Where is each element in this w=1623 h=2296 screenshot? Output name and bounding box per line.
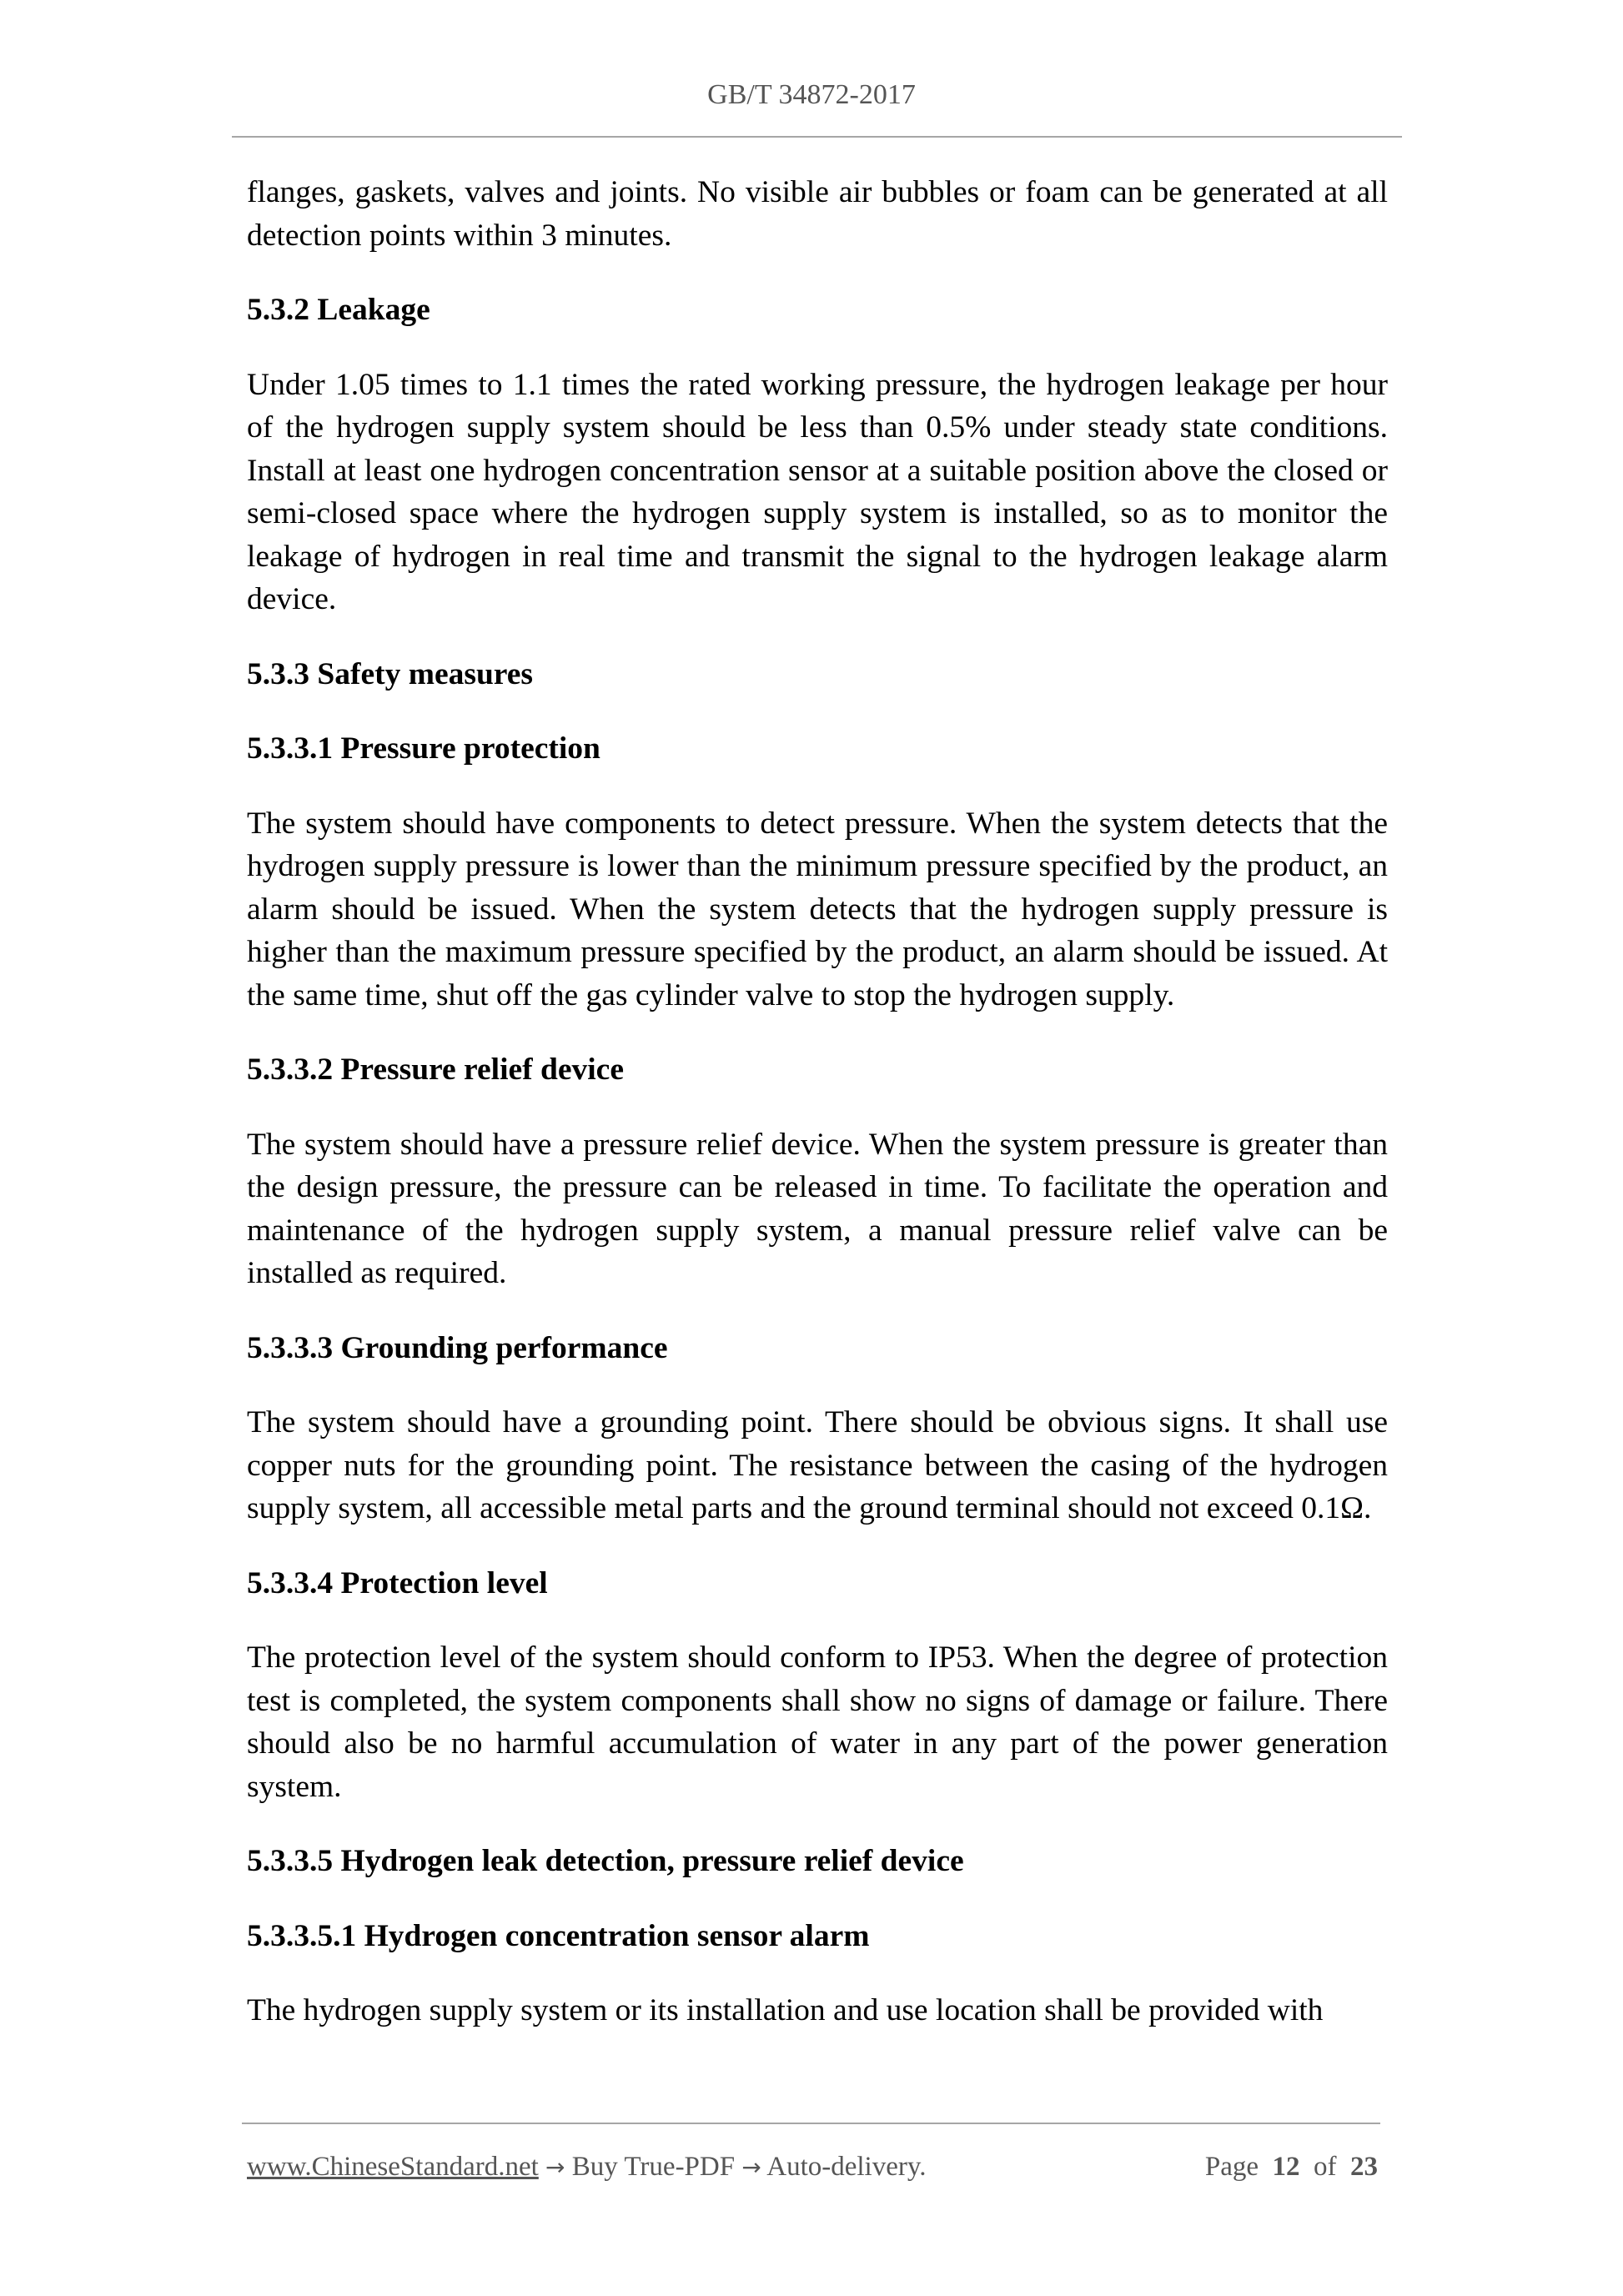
paragraph: flanges, gaskets, valves and joints. No visible air bubbles or foam can be generated at all detection points within 3 minutes. [247, 175, 1388, 253]
paragraph: The system should have components to detect pressure. When the system detects that the hydrogen supply pressure is lower than the minimum pressure specified by the product, an alarm should be issued. When the system detects that the hydrogen supply pressure is higher than the maximum pressure specified by the product, an alarm should be issued. At the same time, shut off the gas cylinder valve to stop the hydrogen supply. [247, 806, 1388, 1012]
page-indicator [1205, 2152, 1378, 2183]
section-heading: 5.3.3.2 Pressure relief device [247, 1053, 624, 1087]
section-heading: 5.3.3.3 Grounding performance [247, 1330, 668, 1365]
delivery-text: Auto-delivery. [766, 2152, 927, 2182]
paragraph: The system should have a grounding point. There should be obvious signs. It shall use copper nuts for the grounding point. The resistance between the casing of the hydrogen supply system, all accessible metal parts and the ground terminal should not exceed 0.1Ω. [247, 1405, 1388, 1525]
arrow-right-icon: → [741, 2153, 761, 2181]
website-link[interactable]: www.ChineseStandard.net [247, 2152, 539, 2182]
document-header: GB/T 34872-2017 [707, 79, 916, 110]
footer-divider [242, 2123, 1380, 2124]
paragraph: Under 1.05 times to 1.1 times the rated working pressure, the hydrogen leakage per hour of the hydrogen supply system should be less than 0.5% under steady state conditions. Install at least one hydrogen concentration sensor at a suitable position above the closed or semi-closed space where the hydrogen supply system is installed, so as to monitor the leakage of hydrogen in real time and transmit the signal to the hydrogen leakage alarm device. [247, 367, 1388, 616]
buy-text: Buy True-PDF [571, 2152, 736, 2182]
header-divider [232, 136, 1402, 138]
page-content [247, 171, 1388, 2064]
paragraph: The hydrogen supply system or its installation and use location shall be provided with [247, 1993, 1324, 2027]
page-footer [247, 2152, 1378, 2183]
footer-promo [247, 2152, 926, 2183]
section-heading: 5.3.3.5 Hydrogen leak detection, pressure relief device [247, 1844, 964, 1878]
section-heading: 5.3.3.1 Pressure protection [247, 731, 600, 766]
paragraph: The system should have a pressure relief device. When the system pressure is greater than the design pressure, the pressure can be released in time. To facilitate the operation and maintenance of the hydrogen supply system, a manual pressure relief valve can be installed as required. [247, 1127, 1388, 1290]
page-total: 23 [1350, 2152, 1378, 2182]
arrow-right-icon: → [545, 2153, 565, 2181]
section-heading: 5.3.3 Safety measures [247, 656, 534, 691]
section-heading: 5.3.3.5.1 Hydrogen concentration sensor alarm [247, 1918, 870, 1953]
section-heading: 5.3.3.4 Protection level [247, 1565, 548, 1600]
page-current: 12 [1272, 2152, 1300, 2182]
section-heading: 5.3.2 Leakage [247, 293, 430, 327]
paragraph: The protection level of the system should conform to IP53. When the degree of protection test is completed, the system components shall show no signs of damage or failure. There should also be no harmful accumulation of water in any part of the power generation system. [247, 1640, 1388, 1804]
page-of: of [1314, 2152, 1337, 2182]
page-label: Page [1204, 2152, 1259, 2182]
